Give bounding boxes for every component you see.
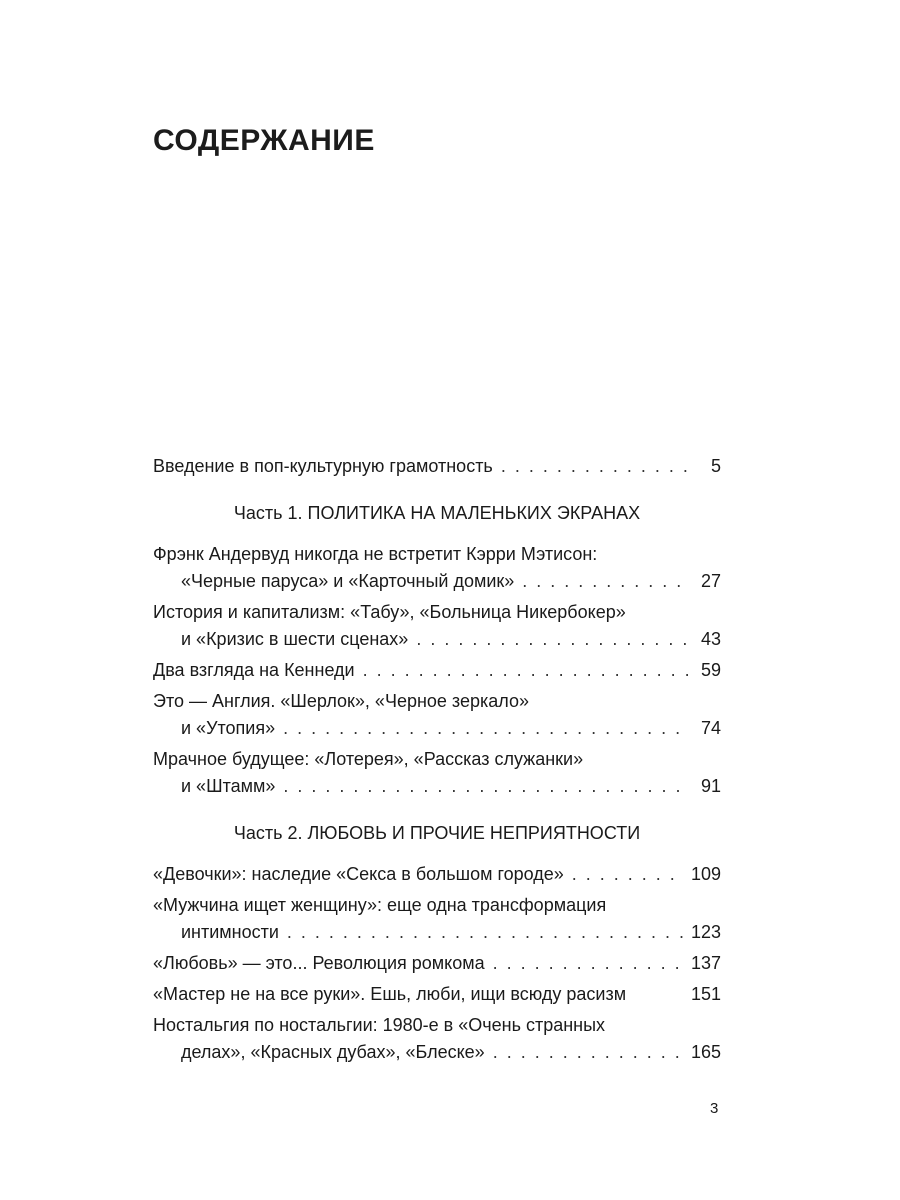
toc-entry-title: Это — Англия. «Шерлок», «Черное зеркало» (153, 691, 530, 711)
toc-page-number: 165 (690, 1042, 721, 1062)
toc-entry-title: Введение в поп-культурную грамотность (153, 456, 493, 476)
toc-entry-title: Ностальгия по ностальгии: 1980-е в «Очень странных (153, 1015, 606, 1035)
dot-leader (572, 861, 683, 888)
dot-leader (287, 919, 683, 946)
toc-entry (153, 861, 721, 888)
toc-page-number: 74 (700, 718, 721, 738)
dot-leader (363, 657, 689, 684)
toc-entry-title: Два взгляда на Кеннеди (153, 660, 355, 680)
toc-entry-title-cont: «Черные паруса» и «Карточный домик» (181, 571, 515, 591)
toc-page-number: 123 (690, 922, 721, 942)
toc-page-number: 109 (690, 864, 721, 884)
toc-entry-title: История и капитализм: «Табу», «Больница Никербокер» (153, 602, 626, 622)
dot-leader (522, 568, 689, 595)
part-2-heading: Часть 2. ЛЮБОВЬ И ПРОЧИЕ НЕПРИЯТНОСТИ (233, 823, 641, 843)
toc-entry-intro (153, 453, 721, 480)
toc-entry-title: Мрачное будущее: «Лотерея», «Рассказ служанки» (153, 749, 584, 769)
toc-entry (153, 541, 721, 595)
toc-entry (153, 950, 721, 977)
dot-leader (283, 773, 689, 800)
toc-entry-title-cont: и «Утопия» (181, 718, 276, 738)
toc-entry-title: «Мастер не на все руки». Ешь, люби, ищи всюду расизм (153, 984, 627, 1004)
toc-entry (153, 657, 721, 684)
dot-leader (493, 1039, 683, 1066)
toc-page-number: 91 (700, 776, 721, 796)
toc-entry-title: «Любовь» — это... Революция ромкома (153, 953, 485, 973)
toc-entry (153, 688, 721, 742)
toc-entry (153, 1012, 721, 1066)
toc-entry (153, 746, 721, 800)
toc-entry-title: Фрэнк Андервуд никогда не встретит Кэрри Мэтисон: (153, 544, 598, 564)
toc-page-number: 151 (690, 984, 721, 1004)
toc-page-number: 43 (700, 629, 721, 649)
toc-entry (153, 981, 721, 1008)
toc-entry (153, 599, 721, 653)
dot-leader (416, 626, 689, 653)
table-of-contents (153, 453, 721, 1070)
dot-leader (501, 453, 689, 480)
toc-page-number: 5 (710, 456, 721, 476)
toc-entry-title: «Мужчина ищет женщину»: еще одна трансформация (153, 895, 607, 915)
dot-leader (283, 715, 689, 742)
toc-page-number: 137 (690, 953, 721, 973)
toc-page-number: 27 (700, 571, 721, 591)
toc-page-number: 59 (700, 660, 721, 680)
dot-leader (493, 950, 683, 977)
page-title: СОДЕРЖАНИЕ (153, 124, 375, 157)
part-1-heading: Часть 1. ПОЛИТИКА НА МАЛЕНЬКИХ ЭКРАНАХ (233, 503, 641, 523)
toc-entry-title: «Девочки»: наследие «Секса в большом городе» (153, 864, 564, 884)
toc-entry-title-cont: делах», «Красных дубах», «Блеске» (181, 1042, 485, 1062)
toc-entry (153, 892, 721, 946)
toc-entry-title-cont: и «Штамм» (181, 776, 276, 796)
toc-entry-title-cont: и «Кризис в шести сценах» (181, 629, 409, 649)
page-folio: 3 (710, 1100, 719, 1117)
toc-entry-title-cont: интимности (181, 922, 279, 942)
